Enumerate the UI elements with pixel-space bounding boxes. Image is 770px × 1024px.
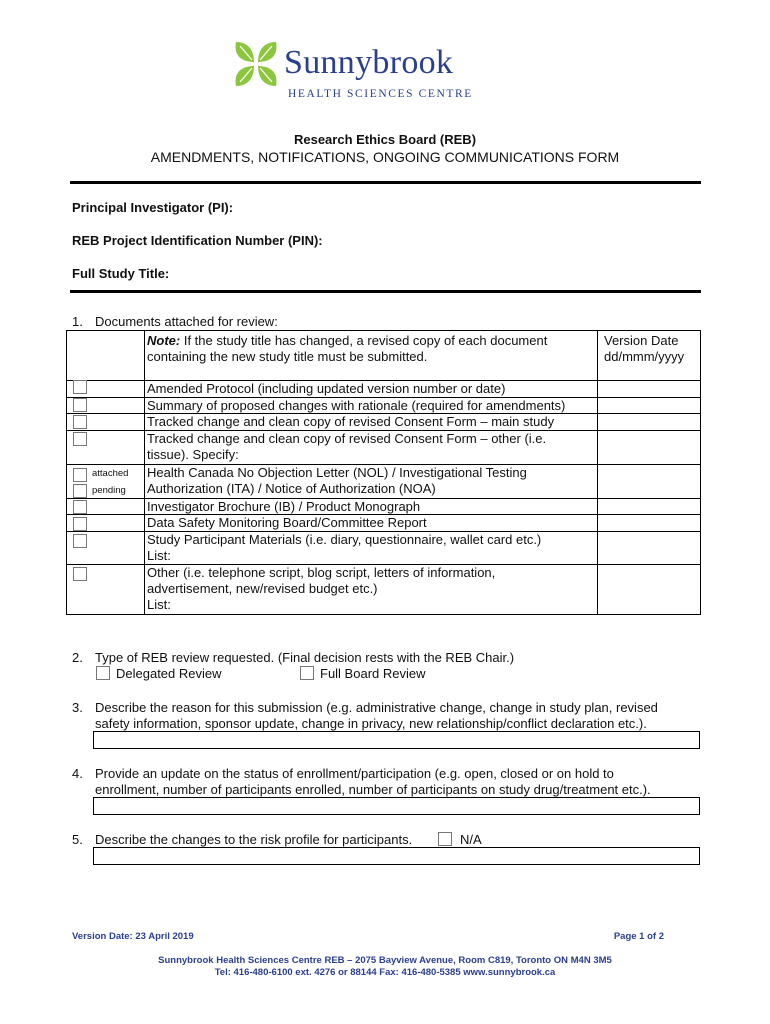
version-date-header: Version Date dd/mmm/yyyy bbox=[604, 333, 685, 364]
table-row: Summary of proposed changes with rationale (required for amendments) bbox=[147, 398, 566, 413]
table-row: Other (i.e. telephone script, blog script, letters of information, advertisement, new/revised budget etc.) List: bbox=[147, 565, 496, 612]
study-title-label: Full Study Title: bbox=[72, 266, 170, 281]
table-row: Tracked change and clean copy of revised Consent Form – main study bbox=[147, 414, 555, 429]
consent-other-checkbox[interactable] bbox=[73, 432, 87, 446]
health-canada-pending-checkbox[interactable] bbox=[73, 484, 87, 498]
amended-protocol-checkbox[interactable] bbox=[73, 380, 87, 394]
footer-contact: Tel: 416-480-6100 ext. 4276 or 88144 Fax: 416-480-5385 www.sunnybrook.ca bbox=[214, 967, 556, 978]
page-number: Page 1 of 2 bbox=[613, 931, 664, 942]
pending-label: pending bbox=[92, 485, 126, 496]
logo-wordmark: Sunnybrook bbox=[284, 44, 454, 81]
q1-number: 1. bbox=[72, 314, 83, 329]
q4-line1: Provide an update on the status of enrollment/participation (e.g. open, closed or on hold to bbox=[95, 766, 614, 781]
na-checkbox[interactable] bbox=[438, 832, 452, 846]
health-canada-attached-checkbox[interactable] bbox=[73, 468, 87, 482]
na-label: N/A bbox=[460, 832, 482, 847]
dsmb-report-checkbox[interactable] bbox=[73, 517, 87, 531]
form-title: AMENDMENTS, NOTIFICATIONS, ONGOING COMMUNICATIONS FORM bbox=[150, 149, 620, 165]
pi-label: Principal Investigator (PI): bbox=[72, 200, 234, 215]
delegated-review-label: Delegated Review bbox=[116, 666, 222, 681]
enrollment-status-input[interactable] bbox=[93, 797, 700, 815]
table-row: Amended Protocol (including updated version number or date) bbox=[147, 381, 506, 396]
fields-divider bbox=[70, 290, 701, 293]
documents-table bbox=[66, 330, 701, 615]
pin-label: REB Project Identification Number (PIN): bbox=[72, 233, 323, 248]
table-row: Health Canada No Objection Letter (NOL) / Investigational Testing Authorization (ITA) / Notice of Authorization (NOA) bbox=[147, 465, 527, 496]
other-documents-checkbox[interactable] bbox=[73, 567, 87, 581]
q5-number: 5. bbox=[72, 832, 83, 847]
q1-text: Documents attached for review: bbox=[95, 314, 278, 329]
footer-address: Sunnybrook Health Sciences Centre REB – 2075 Bayview Avenue, Room C819, Toronto ON M4N 3M5 bbox=[158, 955, 612, 966]
version-date: Version Date: 23 April 2019 bbox=[72, 931, 194, 942]
q4-line2: enrollment, number of participants enrolled, number of participants on study drug/treatment etc.). bbox=[95, 782, 651, 797]
q2-text: Type of REB review requested. (Final decision rests with the REB Chair.) bbox=[95, 650, 515, 665]
table-row: Investigator Brochure (IB) / Product Monograph bbox=[147, 499, 421, 514]
attached-label: attached bbox=[92, 468, 129, 479]
table-note: Note: If the study title has changed, a revised copy of each document containing the new study title must be submitted. bbox=[147, 333, 548, 364]
q5-text: Describe the changes to the risk profile for participants. bbox=[95, 832, 413, 847]
leaf-logo-icon bbox=[232, 40, 280, 88]
table-row: Data Safety Monitoring Board/Committee Report bbox=[147, 515, 427, 530]
risk-profile-input[interactable] bbox=[93, 847, 700, 865]
logo-subtitle: HEALTH SCIENCES CENTRE bbox=[288, 88, 473, 100]
q3-line1: Describe the reason for this submission (e.g. administrative change, change in study plan, revised bbox=[95, 700, 658, 715]
full-board-review-checkbox[interactable] bbox=[300, 666, 314, 680]
full-board-review-label: Full Board Review bbox=[320, 666, 426, 681]
table-row: Study Participant Materials (i.e. diary, questionnaire, wallet card etc.) List: bbox=[147, 532, 542, 563]
q3-line2: safety information, sponsor update, change in privacy, new relationship/conflict declaration etc.). bbox=[95, 716, 647, 731]
header-divider bbox=[70, 181, 701, 184]
sunnybrook-logo bbox=[232, 40, 492, 106]
consent-main-checkbox[interactable] bbox=[73, 415, 87, 429]
table-row: Tracked change and clean copy of revised Consent Form – other (i.e. tissue). Specify: bbox=[147, 431, 547, 462]
participant-materials-checkbox[interactable] bbox=[73, 534, 87, 548]
q3-number: 3. bbox=[72, 700, 83, 715]
submission-reason-input[interactable] bbox=[93, 731, 700, 749]
delegated-review-checkbox[interactable] bbox=[96, 666, 110, 680]
q2-number: 2. bbox=[72, 650, 83, 665]
q4-number: 4. bbox=[72, 766, 83, 781]
form-board-title: Research Ethics Board (REB) bbox=[293, 132, 477, 147]
investigator-brochure-checkbox[interactable] bbox=[73, 500, 87, 514]
summary-changes-checkbox[interactable] bbox=[73, 398, 87, 412]
